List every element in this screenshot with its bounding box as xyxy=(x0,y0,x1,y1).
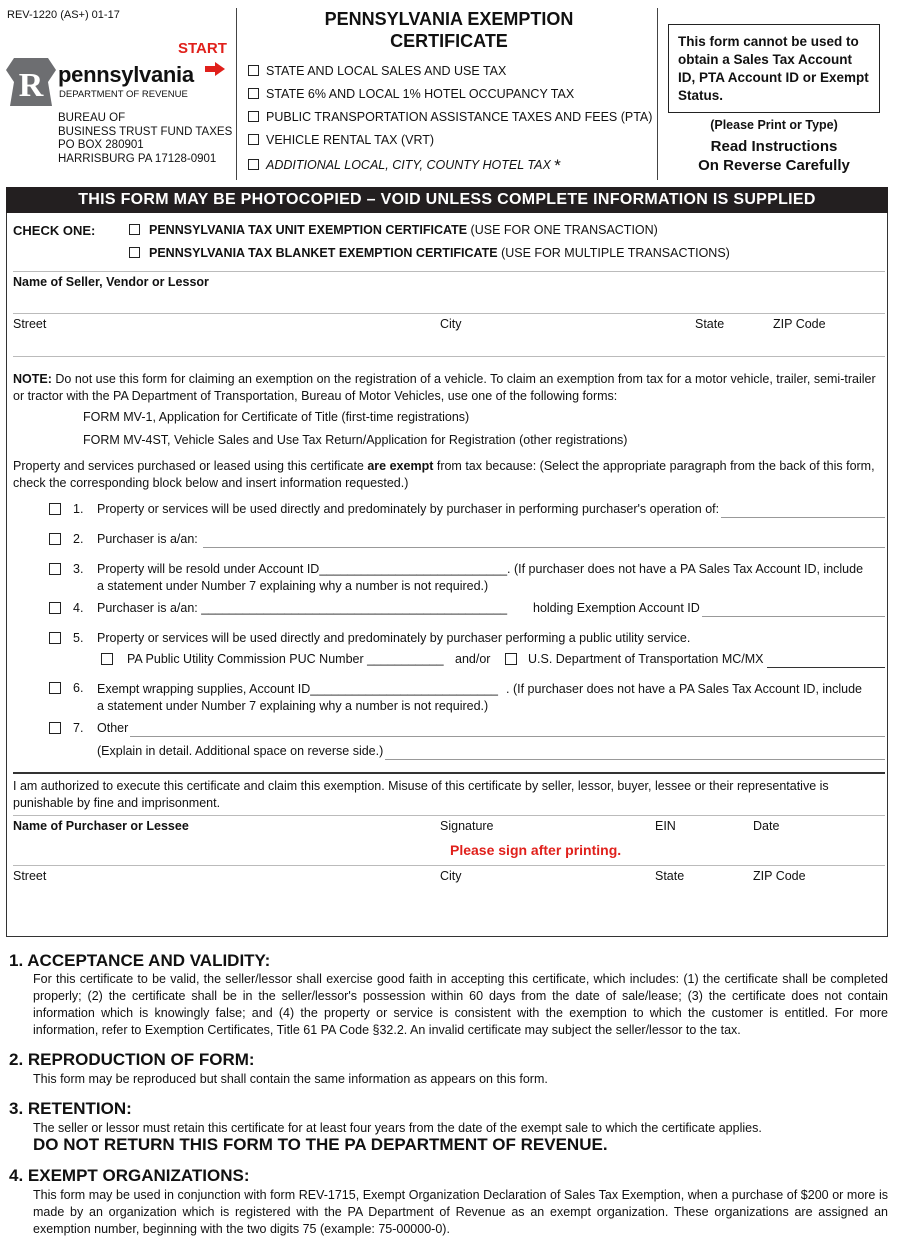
item-7-checkbox[interactable] xyxy=(49,722,61,734)
section-1-text: For this certificate to be valid, the seller/lessor shall exercise good faith in accepting this certificate, which includes: (1) the certificate shall be completed properly; (2) the certificate shall be in the seller/lessor's possession within 60 days from the date of sale/lease; (3) the certificate does not contain information which is knowingly false; and (4) the property or service is consistent with the exemption to which the customer is entitled. For more information, refer to Exemption Certificates, Title 61 PA Code §32.2. An invalid certificate may subject the seller/lessor to the tax. xyxy=(33,972,888,1037)
read-instructions: Read Instructions On Reverse Carefully xyxy=(698,138,850,174)
checkbox[interactable] xyxy=(248,159,259,170)
banner: THIS FORM MAY BE PHOTOCOPIED – VOID UNLESS COMPLETE INFORMATION IS SUPPLIED xyxy=(6,187,888,213)
signature-label: Signature xyxy=(440,819,494,833)
purchaser-city-label: City xyxy=(440,869,462,883)
keystone-logo-icon xyxy=(6,58,56,111)
seller-city-label: City xyxy=(440,317,462,331)
item-7-text: Other xyxy=(97,721,129,735)
seller-name-field[interactable] xyxy=(13,292,885,312)
address-block: BUREAU OF BUSINESS TRUST FUND TAXES PO BOX 280901 HARRISBURG PA 17128-0901 xyxy=(58,112,233,165)
purchaser-zip-label: ZIP Code xyxy=(753,869,806,883)
item-5-puc-label: PA Public Utility Commission PUC Number ___________ xyxy=(127,652,444,666)
item-5-andor: and/or xyxy=(455,652,491,666)
item-1-checkbox[interactable] xyxy=(49,503,61,515)
asterisk: * xyxy=(554,156,561,175)
logo-dept: DEPARTMENT OF REVENUE xyxy=(59,89,188,100)
tax-type-item[interactable]: PUBLIC TRANSPORTATION ASSISTANCE TAXES AND FEES (PTA) xyxy=(248,110,652,133)
check-one-label: CHECK ONE: xyxy=(13,223,96,238)
authorize-text: I am authorized to execute this certificate and claim this exemption. Misuse of this certificate by seller, lessor, buyer, lessee or their representative is punishable by fine and imprisonment. xyxy=(13,779,829,810)
dot-checkbox[interactable] xyxy=(505,653,517,665)
section-3-title: 3. RETENTION: xyxy=(9,1099,132,1118)
section-2-text: This form may be reproduced but shall contain the same information as appears on this form. xyxy=(33,1072,548,1086)
item-4-field[interactable] xyxy=(702,616,885,617)
svg-text:R: R xyxy=(18,67,44,104)
item-5-checkbox[interactable] xyxy=(49,632,61,644)
item-6-number: 6. xyxy=(73,681,84,695)
item-3-text: Property will be resold under Account ID___________________________. (If purchaser does not have a PA Sales Tax Account ID, include a statement under Number 7 explaining why a number is not required.) xyxy=(97,562,864,593)
note-form-mv4st: FORM MV-4ST, Vehicle Sales and Use Tax Return/Application for Registration (other registrations) xyxy=(83,433,628,447)
purchaser-street-label: Street xyxy=(13,869,47,883)
item-3-checkbox[interactable] xyxy=(49,563,61,575)
item-2-text: Purchaser is a/an: xyxy=(97,532,198,546)
item-7-field[interactable] xyxy=(130,736,885,737)
item-5-dot-label: U.S. Department of Transportation MC/MX xyxy=(528,652,764,666)
puc-checkbox[interactable] xyxy=(101,653,113,665)
ein-label: EIN xyxy=(655,819,676,833)
item-6-checkbox[interactable] xyxy=(49,682,61,694)
checkbox[interactable] xyxy=(129,224,140,235)
note-form-mv1: FORM MV-1, Application for Certificate of Title (first-time registrations) xyxy=(83,410,470,424)
item-7-number: 7. xyxy=(73,721,84,735)
notice-box: This form cannot be used to obtain a Sales Tax Account ID, PTA Account ID or Exempt Status. xyxy=(668,24,880,113)
item-5-dot-field[interactable] xyxy=(767,667,885,668)
item-2-number: 2. xyxy=(73,532,84,546)
checkbox[interactable] xyxy=(248,111,259,122)
section-3-text: The seller or lessor must retain this certificate for at least four years from the date of the exempt sale to which the certificate applies. xyxy=(33,1121,762,1135)
intro-text: Property and services purchased or leased using this certificate are exempt from tax because: (Select the appropriate paragraph from the back of this form, check the corresponding block below and insert information requested.) xyxy=(13,459,875,490)
item-4-text: Purchaser is a/an: ____________________________________________ xyxy=(97,601,508,615)
signature-field[interactable] xyxy=(440,836,645,864)
page-title: PENNSYLVANIA EXEMPTION CERTIFICATE xyxy=(324,9,574,51)
item-5-text: Property or services will be used directly and predominately by purchaser performing a public utility service. xyxy=(97,631,691,645)
form-id: REV-1220 (AS+) 01-17 xyxy=(7,9,120,21)
seller-state-label: State xyxy=(695,317,725,331)
checkbox[interactable] xyxy=(248,134,259,145)
tax-type-item[interactable]: STATE 6% AND LOCAL 1% HOTEL OCCUPANCY TAX xyxy=(248,87,652,110)
item-2-field[interactable] xyxy=(203,547,885,548)
section-3-caps: DO NOT RETURN THIS FORM TO THE PA DEPARTMENT OF REVENUE. xyxy=(33,1135,608,1154)
purchaser-address-field[interactable] xyxy=(13,886,885,930)
checkbox[interactable] xyxy=(248,65,259,76)
checkbox[interactable] xyxy=(248,88,259,99)
note-text: NOTE: Do not use this form for claiming an exemption on the registration of a vehicle. To claim an exemption from tax for a motor vehicle, trailer, semi-trailer or tractor with the PA Department of Transportation, Bureau of Motor Vehicles, use one of the following forms: xyxy=(13,372,876,403)
tax-type-item[interactable]: ADDITIONAL LOCAL, CITY, COUNTY HOTEL TAX * xyxy=(248,156,652,179)
start-label: START xyxy=(178,40,227,57)
seller-zip-label: ZIP Code xyxy=(773,317,826,331)
item-1-text: Property or services will be used directly and predominately by purchaser in performing purchaser's operation of: xyxy=(97,502,720,516)
item-7-field-2[interactable] xyxy=(385,759,885,760)
seller-address-field[interactable] xyxy=(13,334,885,354)
section-4-title: 4. EXEMPT ORGANIZATIONS: xyxy=(9,1166,250,1185)
checkbox[interactable] xyxy=(129,247,140,258)
item-4-checkbox[interactable] xyxy=(49,602,61,614)
blanket-certificate-option[interactable]: PENNSYLVANIA TAX BLANKET EXEMPTION CERTIFICATE (USE FOR MULTIPLE TRANSACTIONS) xyxy=(129,246,730,260)
purchaser-state-label: State xyxy=(655,869,685,883)
item-6-text: Exempt wrapping supplies, Account ID___________________________ . (If purchaser does not have a PA Sales Tax Account ID, include a statement under Number 7 explaining why a number is not required.) xyxy=(97,682,863,713)
section-2-title: 2. REPRODUCTION OF FORM: xyxy=(9,1050,255,1069)
item-3-number: 3. xyxy=(73,562,84,576)
tax-type-item[interactable]: STATE AND LOCAL SALES AND USE TAX xyxy=(248,64,652,87)
section-1-title: 1. ACCEPTANCE AND VALIDITY: xyxy=(9,951,271,970)
sign-note: Please sign after printing. xyxy=(450,842,622,858)
purchaser-name-field[interactable] xyxy=(13,836,433,864)
item-4-account-label: holding Exemption Account ID xyxy=(533,601,700,615)
item-5-number: 5. xyxy=(73,631,84,645)
print-note: (Please Print or Type) xyxy=(710,118,838,132)
arrow-right-icon xyxy=(205,62,225,81)
item-7-explain: (Explain in detail. Additional space on reverse side.) xyxy=(97,744,384,758)
tax-type-list xyxy=(248,64,652,179)
item-4-number: 4. xyxy=(73,601,84,615)
logo-name: pennsylvania xyxy=(58,62,194,87)
seller-street-label: Street xyxy=(13,317,47,331)
item-1-number: 1. xyxy=(73,502,84,516)
tax-type-item[interactable]: VEHICLE RENTAL TAX (VRT) xyxy=(248,133,652,156)
item-1-field[interactable] xyxy=(721,517,885,518)
section-4-text: This form may be used in conjunction with form REV-1715, Exempt Organization Declaration of Sales Tax Exemption, when a purchase of $200 or more is made by an organization which is registered with the PA Department of Revenue as an exempt organization. These organizations are assigned an exemption number, beginning with the two digits 75 (example: 75-00000-0). xyxy=(33,1188,888,1236)
unit-certificate-option[interactable]: PENNSYLVANIA TAX UNIT EXEMPTION CERTIFICATE (USE FOR ONE TRANSACTION) xyxy=(129,223,658,237)
purchaser-name-label: Name of Purchaser or Lessee xyxy=(13,819,189,833)
date-label: Date xyxy=(753,819,780,833)
item-2-checkbox[interactable] xyxy=(49,533,61,545)
seller-name-label: Name of Seller, Vendor or Lessor xyxy=(13,275,209,289)
